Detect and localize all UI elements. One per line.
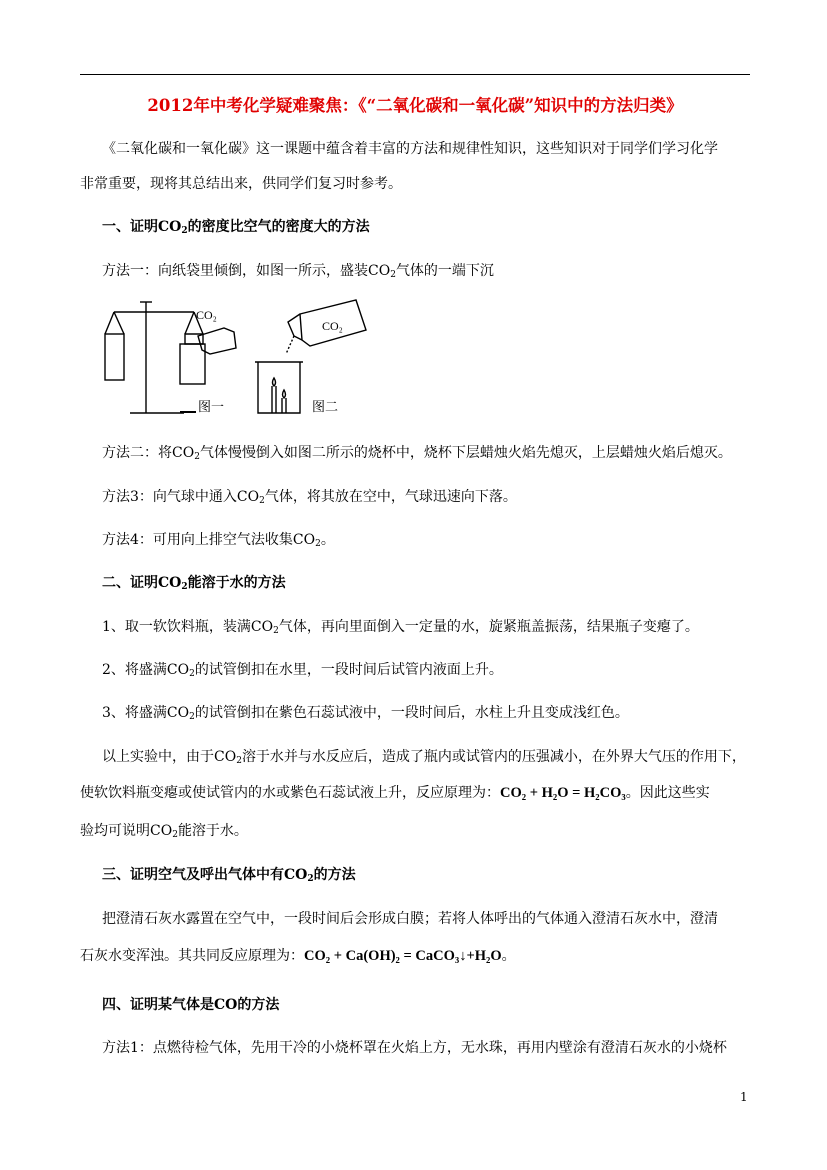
co2-label-right: CO₂	[322, 319, 343, 333]
summary-line-1: 以上实验中，由于$CO_2$溶于水并与水反应后，造成了瓶内或试管内的压强减小，在外界大气压的作用下，	[102, 749, 746, 766]
figure-2-label: 图二	[312, 400, 339, 415]
header-rule	[80, 74, 750, 75]
section-3-heading: 三、证明空气及呼出气体中有$CO_2$的方法	[102, 867, 356, 884]
list-item-1: 1、取一软饮料瓶，装满$CO_2$气体，再向里面倒入一定量的水，旋紧瓶盖振荡，结果瓶子变瘪了。	[102, 619, 699, 636]
candle-flame-top	[273, 378, 276, 386]
candle-flame-bottom	[283, 390, 286, 398]
section-1-heading: 一、证明$CO_2$的密度比空气的密度大的方法	[102, 219, 370, 236]
intro-line-2: 非常重要，现将其总结出来，供同学们复习时参考。	[80, 176, 402, 192]
section-4-line-1: 方法1：点燃待检气体，先用干冷的小烧杯罩在火焰上方，无水珠，再用内壁涂有澄清石灰水的小烧杯	[102, 1040, 727, 1056]
beaker	[258, 362, 300, 413]
equation-carbonic-acid: CO₂ + H₂O = H₂CO₃	[500, 785, 626, 801]
section-2-heading: 二、证明$CO_2$能溶于水的方法	[102, 575, 286, 592]
page-number: 1	[740, 1090, 748, 1104]
method-1: 方法一：向纸袋里倾倒，如图一所示，盛装$CO_2$气体的一端下沉	[102, 263, 494, 280]
method-2: 方法二：将$CO_2$气体慢慢倒入如图二所示的烧杯中，烧杯下层蜡烛火焰先熄灭，上层蜡烛火焰后熄灭。	[102, 445, 732, 462]
equation-limewater: CO₂ + Ca(OH)₂ = CaCO₃↓+H₂O	[304, 948, 502, 964]
section-3-line-2: 石灰水变浑浊。其共同反应原理为：CO₂ + Ca(OH)₂ = CaCO₃↓+H₂O。	[80, 948, 516, 964]
section-4-heading: 四、证明某气体是CO的方法	[102, 997, 280, 1013]
intro-line-1: 《二氧化碳和一氧化碳》这一课题中蕴含着丰富的方法和规律性知识，这些知识对于同学们学习化学	[102, 141, 718, 157]
figure-1-label: 图一	[198, 400, 225, 415]
paper-bag-right	[180, 344, 205, 384]
list-item-2: 2、将盛满$CO_2$的试管倒扣在水里，一段时间后试管内液面上升。	[102, 662, 503, 679]
method-4: 方法4：可用向上排空气法收集$CO_2$。	[102, 532, 335, 549]
page-title: 2012年中考化学疑难聚焦：《“二氧化碳和一氧化碳”知识中的方法归类》	[147, 96, 683, 115]
summary-line-3: 验均可说明$CO_2$能溶于水。	[80, 823, 248, 840]
list-item-3: 3、将盛满$CO_2$的试管倒扣在紫色石蕊试液中，一段时间后，水柱上升且变成浅红色。	[102, 705, 629, 722]
co2-label-left: CO₂	[196, 308, 217, 322]
summary-line-2: 使软饮料瓶变瘪或使试管内的水或紫色石蕊试液上升，反应原理为：CO₂ + H₂O = H₂CO₃。因此这些实	[80, 785, 710, 801]
paper-bag-left	[105, 334, 124, 380]
experiment-figure	[100, 292, 370, 420]
section-3-line-1: 把澄清石灰水露置在空气中，一段时间后会形成白膜；若将人体呼出的气体通入澄清石灰水中，澄清	[102, 911, 718, 927]
method-3: 方法3：向气球中通入$CO_2$气体，将其放在空中，气球迅速向下落。	[102, 489, 517, 506]
